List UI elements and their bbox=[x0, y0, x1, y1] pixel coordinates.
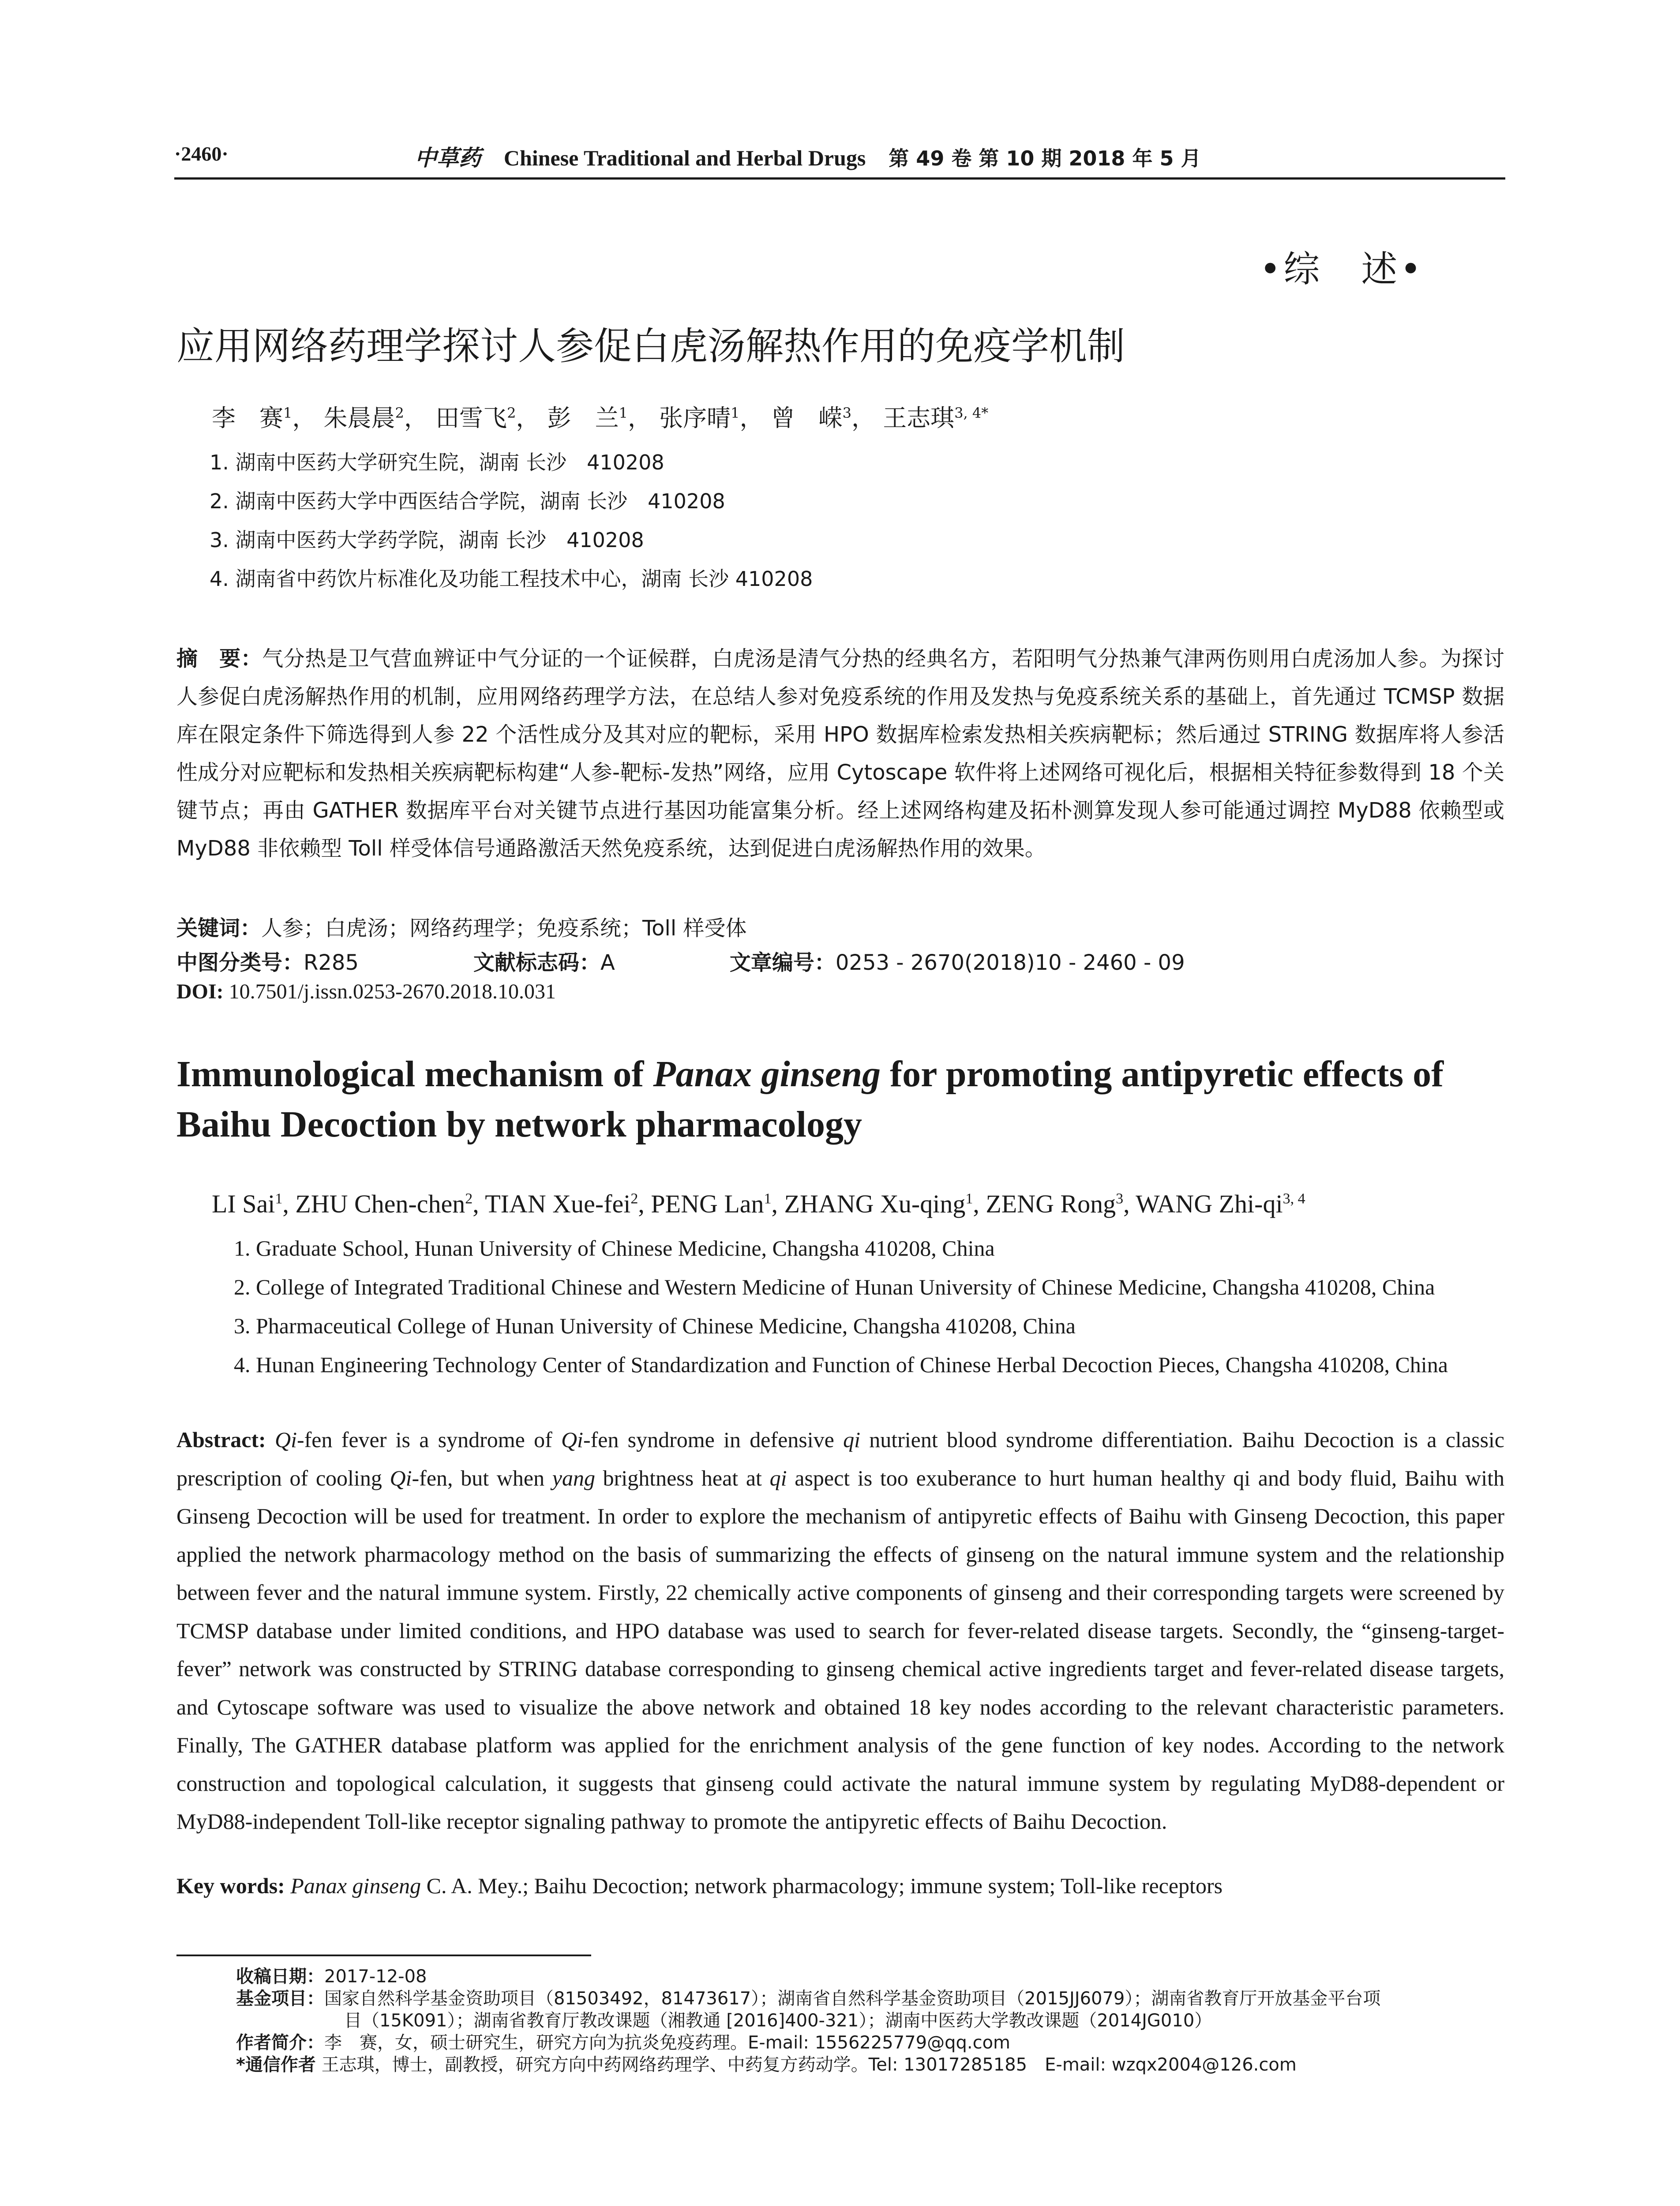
footnote-received bbox=[236, 1966, 427, 1988]
abstract-en-label: Abstract: bbox=[176, 1427, 266, 1452]
abstract-en-text bbox=[176, 1427, 1504, 1834]
keywords-cn bbox=[176, 911, 746, 942]
author-cn: 朱晨晨 bbox=[323, 404, 395, 432]
author-en: TIAN Xue-fei bbox=[485, 1189, 631, 1218]
keywords-cn-label: 关键词： bbox=[176, 916, 262, 941]
journal-name-en: Chinese Traditional and Herbal Drugs bbox=[503, 146, 866, 170]
clc-label: 中图分类号： bbox=[176, 950, 304, 975]
abstract-en bbox=[176, 1421, 1504, 1841]
abstract-en-italic-term: yang bbox=[552, 1465, 595, 1490]
abstract-en-segment: nutrient blood syndrome differentiation. Baihu Decoction is a classic prescription of cooling bbox=[176, 1427, 1505, 1490]
abstract-en-segment: -fen syndrome in defensive bbox=[583, 1427, 844, 1452]
author-cn: 张序晴 bbox=[659, 404, 731, 432]
author-sup: 2 bbox=[465, 1190, 473, 1207]
author-en: ZENG Rong bbox=[986, 1189, 1116, 1218]
author-cn: 田雪飞 bbox=[435, 404, 507, 432]
abstract-cn-label: 摘 要： bbox=[176, 646, 262, 671]
keywords-en-italic: Panax ginseng bbox=[285, 1873, 421, 1898]
abstract-en-segment: aspect is too exuberance to hurt human healthy qi and body fluid, Baihu with Ginseng Decoction will be used for treatment. In order to explore the mechanism of antipyretic effects of Baihu with Ginseng Decoction, this paper applied the network pharmacology method on the basis of summarizing the effects of ginseng on the natural immune system and the relationship between fever and the natural immune system. Firstly, 22 chemically active components of ginseng and their corresponding targets were screened by TCMSP database under limited conditions, and HPO database was used to search for fever-related disease targets. Secondly, the “ginseng-target-fever” network was constructed by STRING database corresponding to ginseng chemical active ingredients target and fever-related disease targets, and Cytoscape software was used to visualize the above network and obtained 18 key nodes according to the relevant characteristic parameters. Finally, The GATHER database platform was applied for the enrichment analysis of the gene function of key nodes. According to the network construction and topological calculation, it suggests that ginseng could activate the natural immune system by regulating MyD88-dependent or MyD88-independent Toll-like receptor signaling pathway to promote the antipyretic effects of Baihu Decoction. bbox=[176, 1465, 1505, 1834]
author-sup: 2 bbox=[630, 1190, 638, 1207]
keywords-en-text: C. A. Mey.; Baihu Decoction; network pharmacology; immune system; Toll-like receptors bbox=[421, 1873, 1223, 1898]
corresponding-info: 王志琪，博士，副教授，研究方向中药网络药理学、中药复方药动学。Tel: 13017285185 E-mail: wzqx2004@126.com bbox=[315, 2055, 1297, 2075]
author-sup: 3, 4 bbox=[1282, 1190, 1305, 1207]
author-sup: 1 bbox=[283, 405, 292, 421]
footnote-corresponding bbox=[236, 2054, 1297, 2076]
header-rule bbox=[174, 177, 1505, 180]
article-no-value: 0253 - 2670(2018)10 - 2460 - 09 bbox=[835, 950, 1185, 975]
affiliation-cn: 4. 湖南省中药饮片标准化及功能工程技术中心，湖南 长沙 410208 bbox=[210, 567, 813, 591]
author-en: WANG Zhi-qi bbox=[1136, 1189, 1283, 1218]
clc-value: R285 bbox=[304, 950, 359, 975]
authors-cn: 李 赛$^1$， 朱晨晨$^2$， 田雪飞$^2$， 彭 兰$^1$， 张序晴$^1$， 曾 嵘$^3$， 王志琪$^{3, 4*}$ bbox=[212, 404, 989, 432]
footnote-fund bbox=[236, 1988, 1498, 2032]
journal-name-cn: 中草药 bbox=[415, 145, 481, 171]
affiliation-en: 3. Pharmaceutical College of Hunan University of Chinese Medicine, Changsha 410208, China bbox=[234, 1313, 1076, 1338]
title-cn: 应用网络药理学探讨人参促白虎汤解热作用的免疫学机制 bbox=[176, 324, 1125, 368]
title-en-part1: Immunological mechanism of bbox=[176, 1054, 653, 1095]
corresponding-label: *通信作者 bbox=[236, 2055, 316, 2075]
author-sup: 1 bbox=[965, 1190, 973, 1207]
abstract-en-italic-term: Qi bbox=[274, 1427, 297, 1452]
abstract-en-italic-term: qi bbox=[843, 1427, 860, 1452]
author-sup: 1 bbox=[764, 1190, 772, 1207]
doi bbox=[176, 979, 556, 1004]
footnote-author bbox=[236, 2032, 1010, 2054]
abstract-en-segment: -fen fever is a syndrome of bbox=[296, 1427, 561, 1452]
author-en: ZHU Chen-chen bbox=[295, 1189, 465, 1218]
doc-code-label: 文献标志码： bbox=[473, 950, 600, 975]
author-cn: 曾 嵘 bbox=[771, 404, 843, 432]
author-info: 李 赛，女，硕士研究生，研究方向为抗炎免疫药理。E-mail: 1556225779@qq.com bbox=[324, 2033, 1011, 2053]
doi-value: 10.7501/j.issn.0253-2670.2018.10.031 bbox=[223, 980, 556, 1003]
affiliation-cn: 3. 湖南中医药大学药学院，湖南 长沙 410208 bbox=[210, 528, 644, 552]
keywords-cn-text: 人参；白虎汤；网络药理学；免疫系统；Toll 样受体 bbox=[261, 916, 747, 941]
abstract-en-italic-term: Qi bbox=[561, 1427, 583, 1452]
affiliation-en: 2. College of Integrated Traditional Chinese and Western Medicine of Hunan University of Chinese Medicine, Changsha 410208, China bbox=[234, 1275, 1435, 1299]
author-en: ZHANG Xu-qing bbox=[784, 1189, 966, 1218]
affiliation-en: 1. Graduate School, Hunan University of Chinese Medicine, Changsha 410208, China bbox=[234, 1236, 995, 1261]
author-sup: 1 bbox=[619, 405, 628, 421]
fund-label: 基金项目： bbox=[236, 1988, 324, 2009]
author-sup: 3, 4* bbox=[954, 405, 989, 421]
author-sup: 2 bbox=[395, 405, 404, 421]
received-label: 收稿日期： bbox=[236, 1966, 324, 1987]
title-en-italic: Panax ginseng bbox=[653, 1054, 881, 1095]
title-en-part2: for promoting antipyretic effects of Baihu Decoction by network pharmacology bbox=[176, 1054, 1444, 1145]
abstract-en-italic-term: Qi bbox=[390, 1465, 412, 1490]
title-en bbox=[176, 1049, 1509, 1150]
keywords-en-label: Key words: bbox=[176, 1873, 285, 1898]
fund-line1: 国家自然科学基金资助项目（81503492，81473617）；湖南省自然科学基金资助项目（2015JJ6079）；湖南省教育厅开放基金平台项 bbox=[324, 1988, 1381, 2009]
author-cn: 彭 兰 bbox=[547, 404, 619, 432]
abstract-en-segment: brightness heat at bbox=[595, 1465, 770, 1490]
author-sup: 1 bbox=[731, 405, 740, 421]
doi-label: DOI: bbox=[176, 980, 224, 1003]
abstract-en-italic-term: qi bbox=[769, 1465, 787, 1490]
running-header bbox=[415, 140, 1201, 172]
affiliation-cn: 1. 湖南中医药大学研究生院，湖南 长沙 410208 bbox=[210, 450, 664, 474]
article-no-label: 文章编号： bbox=[729, 950, 836, 975]
author-info-label: 作者简介： bbox=[236, 2033, 324, 2053]
keywords-en bbox=[176, 1873, 1222, 1898]
author-sup: 1 bbox=[275, 1190, 283, 1207]
affiliation-cn: 2. 湖南中医药大学中西医结合学院，湖南 长沙 410208 bbox=[210, 489, 725, 513]
classification-line bbox=[176, 945, 1185, 976]
doc-code-value: A bbox=[600, 950, 615, 975]
authors-en: LI Sai$^1$, ZHU Chen-chen$^2$, TIAN Xue-fei$^2$, PENG Lan$^1$, ZHANG Xu-qing$^1$, ZENG Rong$^3$, WANG Zhi-qi$^{3, 4}$ bbox=[212, 1189, 1305, 1218]
author-sup: 3 bbox=[1116, 1190, 1124, 1207]
fund-line2: 目（15K091）；湖南省教育厅教改课题（湘教通 [2016]400-321）；湖南中医药大学教改课题（2014JG010） bbox=[344, 2011, 1212, 2031]
author-cn: 李 赛 bbox=[212, 404, 283, 432]
abstract-cn-text: 气分热是卫气营血辨证中气分证的一个证候群，白虎汤是清气分热的经典名方，若阳明气分热兼气津两伤则用白虎汤加人参。为探讨人参促白虎汤解热作用的机制，应用网络药理学方法，在总结人参对免疫系统的作用及发热与免疫系统关系的基础上，首先通过 TCMSP 数据库在限定条件下筛选得到人参 22 个活性成分及其对应的靶标，采用 HPO 数据库检索发热相关疾病靶标；然后通过 STRING 数据库将人参活性成分对应靶标和发热相关疾病靶标构建“人参-靶标-发热”网络，应用 Cytoscape 软件将上述网络可视化后，根据相关特征参数得到 18 个关键节点；再由 GATHER 数据库平台对关键节点进行基因功能富集分析。经上述网络构建及拓朴测算发现人参可能通过调控 MyD88 依赖型或 MyD88 非依赖型 Toll 样受体信号通路激活天然免疫系统，达到促进白虎汤解热作用的效果。 bbox=[176, 646, 1504, 861]
received-value: 2017-12-08 bbox=[324, 1966, 427, 1987]
page-number: ·2460· bbox=[174, 143, 229, 165]
author-cn: 王志琪 bbox=[883, 404, 955, 432]
abstract-cn bbox=[176, 640, 1504, 867]
section-label: •综 述• bbox=[1260, 248, 1424, 290]
issue-info: 第 49 卷 第 10 期 2018 年 5 月 bbox=[889, 146, 1201, 170]
author-sup: 3 bbox=[842, 405, 852, 421]
abstract-en-segment bbox=[266, 1427, 275, 1452]
author-en: LI Sai bbox=[212, 1189, 275, 1218]
affiliation-en: 4. Hunan Engineering Technology Center of Standardization and Function of Chinese Herbal Decoction Pieces, Changsha 410208, China bbox=[234, 1352, 1448, 1377]
abstract-en-segment: -fen, but when bbox=[412, 1465, 552, 1490]
footnote-rule bbox=[176, 1955, 591, 1956]
author-sup: 2 bbox=[507, 405, 516, 421]
author-en: PENG Lan bbox=[651, 1189, 764, 1218]
